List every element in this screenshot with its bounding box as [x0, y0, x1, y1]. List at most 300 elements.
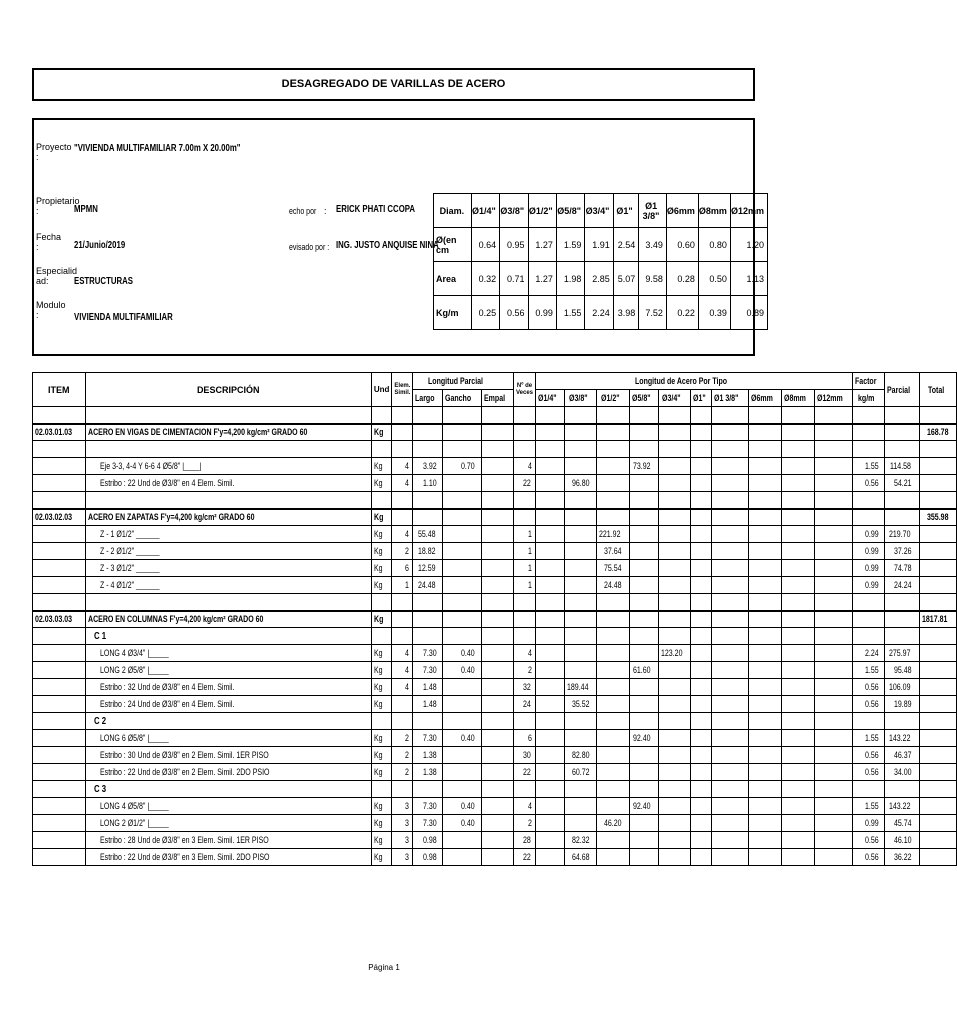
row-diam-length: [535, 849, 564, 866]
row-diam-length: [535, 475, 564, 492]
row-veces: 32: [513, 679, 535, 696]
table-cell: [443, 781, 482, 798]
table-cell: [852, 628, 885, 645]
table-cell: [513, 407, 535, 424]
row-diam-length: [748, 577, 781, 594]
row-parcial: 46.37: [885, 747, 920, 764]
row-diam-length: [781, 832, 814, 849]
table-cell: [658, 628, 691, 645]
row-description: LONG 4 Ø5/8" |_____: [85, 798, 371, 815]
table-cell: [712, 441, 748, 458]
header-factor: Factor: [852, 373, 885, 390]
table-cell: [481, 781, 513, 798]
row-elem: 2: [392, 764, 413, 781]
row-largo: 55.48: [413, 526, 443, 543]
header-und: Und: [371, 373, 392, 407]
table-cell: [885, 441, 920, 458]
row-elem: 6: [392, 560, 413, 577]
table-cell: [629, 713, 658, 730]
row-unit: Kg: [371, 798, 392, 815]
table-cell: [919, 747, 957, 764]
table-cell: [748, 781, 781, 798]
row-diam-length: [658, 475, 691, 492]
revisado-value: ING. JUSTO ANQUISE NINA: [336, 240, 439, 251]
header-kgm: kg/m: [852, 390, 885, 407]
row-diam-length: 92.40: [629, 730, 658, 747]
table-cell: [885, 407, 920, 424]
section-description: ACERO EN ZAPATAS F'y=4,200 kg/cm² GRADO 60: [85, 509, 371, 526]
row-gancho: 0.40: [443, 662, 482, 679]
row-diam-length: 92.40: [629, 798, 658, 815]
row-diam-length: [597, 832, 630, 849]
header-empalme: Empal: [481, 390, 513, 407]
row-parcial: 143.22: [885, 798, 920, 815]
row-unit: Kg: [371, 526, 392, 543]
table-cell: [919, 645, 957, 662]
row-parcial: 74.78: [885, 560, 920, 577]
row-diam-length: [691, 526, 712, 543]
row-diam-length: 221.92: [597, 526, 630, 543]
table-cell: [33, 628, 86, 645]
row-description: LONG 4 Ø3/4" |_____: [85, 645, 371, 662]
table-row: [33, 628, 957, 645]
header-total: Total: [919, 373, 957, 407]
row-diam-length: [712, 747, 748, 764]
row-diam-length: [535, 764, 564, 781]
row-diam-length: [781, 730, 814, 747]
row-diam-length: [629, 679, 658, 696]
row-diam-length: [691, 560, 712, 577]
diam-value-cell: 3.98: [613, 296, 638, 330]
diam-value-cell: 9.58: [639, 262, 667, 296]
table-cell: [481, 407, 513, 424]
diam-row-label: Ø(en cm: [434, 228, 472, 262]
row-factor: 1.55: [852, 730, 885, 747]
diam-value-cell: 0.80: [698, 228, 730, 262]
table-cell: [781, 781, 814, 798]
row-unit: Kg: [371, 815, 392, 832]
row-largo: 7.30: [413, 815, 443, 832]
table-cell: [712, 509, 748, 526]
table-cell: [535, 509, 564, 526]
row-unit: Kg: [371, 543, 392, 560]
row-diam-length: 35.52: [564, 696, 597, 713]
table-cell: [814, 407, 852, 424]
diam-value-cell: 0.28: [666, 262, 698, 296]
row-empalme: [481, 526, 513, 543]
row-diam-length: [748, 679, 781, 696]
table-cell: [33, 798, 86, 815]
row-diam-length: [658, 696, 691, 713]
table-cell: [33, 526, 86, 543]
row-diam-length: [712, 458, 748, 475]
table-cell: [781, 424, 814, 441]
row-diam-length: [629, 526, 658, 543]
table-cell: [852, 713, 885, 730]
table-cell: [852, 781, 885, 798]
table-cell: [814, 594, 852, 611]
table-cell: [748, 424, 781, 441]
row-diam-length: [658, 543, 691, 560]
row-diam-length: 37.64: [597, 543, 630, 560]
table-cell: [371, 781, 392, 798]
table-cell: [885, 628, 920, 645]
row-factor: 0.56: [852, 849, 885, 866]
hecho-colon: :: [324, 206, 327, 216]
table-cell: [413, 424, 443, 441]
row-parcial: 95.48: [885, 662, 920, 679]
row-description: Estribo : 22 Und de Ø3/8" en 4 Elem. Simil.: [85, 475, 371, 492]
header-diam: Ø1/2": [597, 390, 630, 407]
table-cell: [33, 594, 86, 611]
table-cell: [852, 509, 885, 526]
row-diam-length: [691, 645, 712, 662]
section-unit: Kg: [371, 509, 392, 526]
row-diam-length: [748, 832, 781, 849]
diam-value-cell: 0.39: [698, 296, 730, 330]
row-diam-length: [712, 475, 748, 492]
row-parcial: 106.09: [885, 679, 920, 696]
table-cell: [691, 611, 712, 628]
table-cell: [885, 509, 920, 526]
table-cell: [443, 407, 482, 424]
row-elem: 3: [392, 849, 413, 866]
table-cell: [392, 628, 413, 645]
row-unit: Kg: [371, 730, 392, 747]
title-box: [32, 68, 755, 101]
row-veces: 22: [513, 764, 535, 781]
row-parcial: 114.58: [885, 458, 920, 475]
table-cell: [852, 407, 885, 424]
table-cell: [33, 849, 86, 866]
table-cell: [513, 594, 535, 611]
table-cell: [564, 594, 597, 611]
row-description: Estribo : 22 Und de Ø3/8" en 2 Elem. Simil. 2DO PSIO: [85, 764, 371, 781]
table-cell: [748, 492, 781, 509]
table-cell: [691, 781, 712, 798]
row-diam-length: [535, 815, 564, 832]
table-row: [33, 526, 957, 543]
table-cell: [33, 407, 86, 424]
row-diam-length: [629, 560, 658, 577]
table-cell: [597, 781, 630, 798]
table-cell: [919, 407, 957, 424]
row-diam-length: [658, 747, 691, 764]
table-cell: [392, 424, 413, 441]
section-item: 02.03.02.03: [33, 509, 86, 526]
row-elem: 4: [392, 662, 413, 679]
table-cell: [748, 628, 781, 645]
row-empalme: [481, 679, 513, 696]
table-cell: [443, 594, 482, 611]
table-cell: [513, 424, 535, 441]
diam-value-cell: 0.95: [500, 228, 528, 262]
row-diam-length: [564, 577, 597, 594]
table-row: [33, 662, 957, 679]
row-factor: 0.99: [852, 577, 885, 594]
row-elem: 4: [392, 475, 413, 492]
table-cell: [443, 492, 482, 509]
section-description: ACERO EN VIGAS DE CIMENTACION F'y=4,200 kg/cm² GRADO 60: [85, 424, 371, 441]
row-unit: Kg: [371, 679, 392, 696]
row-diam-length: [781, 764, 814, 781]
table-cell: [371, 407, 392, 424]
table-cell: [33, 832, 86, 849]
row-largo: 12.59: [413, 560, 443, 577]
table-cell: [658, 424, 691, 441]
table-cell: [781, 441, 814, 458]
table-cell: [629, 611, 658, 628]
row-empalme: [481, 475, 513, 492]
table-cell: [781, 628, 814, 645]
table-row: [33, 679, 957, 696]
row-diam-length: [748, 730, 781, 747]
row-largo: 24.48: [413, 577, 443, 594]
page-footer: Página 1: [368, 963, 400, 972]
row-diam-length: [658, 730, 691, 747]
row-gancho: [443, 696, 482, 713]
table-cell: [513, 611, 535, 628]
row-diam-length: [748, 815, 781, 832]
diam-header-cell: Ø3/4": [585, 194, 613, 228]
row-unit: Kg: [371, 662, 392, 679]
table-cell: [781, 713, 814, 730]
row-veces: 6: [513, 730, 535, 747]
table-cell: [535, 713, 564, 730]
row-parcial: 36.22: [885, 849, 920, 866]
table-cell: [481, 492, 513, 509]
header-largo: Largo: [413, 390, 443, 407]
row-gancho: 0.40: [443, 815, 482, 832]
header-nveces: Nº de Veces: [513, 373, 535, 407]
table-cell: [33, 543, 86, 560]
table-cell: [919, 832, 957, 849]
row-gancho: [443, 543, 482, 560]
table-cell: [814, 628, 852, 645]
table-cell: [814, 492, 852, 509]
diam-header-cell: Ø6mm: [666, 194, 698, 228]
row-parcial: 54.21: [885, 475, 920, 492]
row-description: Estribo : 32 Und de Ø3/8" en 4 Elem. Simil.: [85, 679, 371, 696]
table-row: [33, 730, 957, 747]
diam-value-cell: 0.25: [471, 296, 499, 330]
table-cell: [33, 679, 86, 696]
row-diam-length: [748, 543, 781, 560]
table-cell: [629, 509, 658, 526]
table-cell: [919, 730, 957, 747]
section-description: ACERO EN COLUMNAS F'y=4,200 kg/cm² GRADO 60: [85, 611, 371, 628]
row-diam-length: [629, 764, 658, 781]
diam-value-cell: 1.59: [556, 228, 584, 262]
table-cell: [535, 441, 564, 458]
row-diam-length: [781, 458, 814, 475]
diam-value-cell: 1.55: [556, 296, 584, 330]
especialidad-value: ESTRUCTURAS: [74, 276, 133, 287]
row-empalme: [481, 662, 513, 679]
proyecto-value: "VIVIENDA MULTIFAMILIAR 7.00m X 20.00m": [74, 143, 241, 154]
diam-header-cell: Diam.: [434, 194, 472, 228]
subsection-label: C 1: [85, 628, 371, 645]
table-cell: [33, 458, 86, 475]
table-cell: [712, 407, 748, 424]
row-gancho: 0.40: [443, 798, 482, 815]
table-cell: [535, 407, 564, 424]
row-largo: 1.38: [413, 747, 443, 764]
row-diam-length: 64.68: [564, 849, 597, 866]
header-gancho: Gancho: [443, 390, 482, 407]
row-empalme: [481, 798, 513, 815]
table-cell: [33, 696, 86, 713]
row-diam-length: [691, 798, 712, 815]
table-cell: [513, 781, 535, 798]
diam-value-cell: 2.54: [613, 228, 638, 262]
table-cell: [629, 441, 658, 458]
diam-value-cell: 0.32: [471, 262, 499, 296]
row-description: Z - 4 Ø1/2" ______: [85, 577, 371, 594]
diam-header-cell: Ø12mm: [730, 194, 767, 228]
table-cell: [919, 441, 957, 458]
table-cell: [885, 424, 920, 441]
row-factor: 1.55: [852, 798, 885, 815]
row-diam-length: [535, 747, 564, 764]
table-cell: [712, 611, 748, 628]
table-cell: [392, 594, 413, 611]
diam-header-cell: Ø1/4": [471, 194, 499, 228]
table-cell: [919, 560, 957, 577]
table-cell: [33, 730, 86, 747]
row-diam-length: [814, 577, 852, 594]
table-cell: [919, 662, 957, 679]
row-veces: 1: [513, 543, 535, 560]
row-diam-length: 60.72: [564, 764, 597, 781]
table-cell: [392, 713, 413, 730]
proyecto-label: Proyecto :: [36, 142, 72, 162]
table-cell: [814, 424, 852, 441]
row-diam-length: [814, 645, 852, 662]
table-cell: [919, 713, 957, 730]
row-diam-length: [658, 849, 691, 866]
table-cell: [33, 645, 86, 662]
row-diam-length: [781, 679, 814, 696]
row-diam-length: [814, 662, 852, 679]
row-diam-length: [535, 543, 564, 560]
row-elem: 1: [392, 577, 413, 594]
row-diam-length: [535, 679, 564, 696]
header-diam: Ø8mm: [781, 390, 814, 407]
table-cell: [885, 611, 920, 628]
propietario-value: MPMN: [74, 204, 98, 215]
row-elem: [392, 696, 413, 713]
row-parcial: 46.10: [885, 832, 920, 849]
row-veces: 28: [513, 832, 535, 849]
row-empalme: [481, 560, 513, 577]
row-diam-length: [712, 832, 748, 849]
header-diam: Ø1/4": [535, 390, 564, 407]
row-diam-length: [781, 849, 814, 866]
row-diam-length: [597, 849, 630, 866]
row-factor: 0.56: [852, 696, 885, 713]
row-diam-length: [564, 815, 597, 832]
table-cell: [33, 713, 86, 730]
table-cell: [597, 611, 630, 628]
row-largo: 7.30: [413, 662, 443, 679]
table-cell: [481, 441, 513, 458]
table-cell: [919, 458, 957, 475]
especialidad-label: Especialid ad:: [36, 266, 78, 286]
table-cell: [781, 492, 814, 509]
row-diam-length: [814, 815, 852, 832]
table-cell: [564, 713, 597, 730]
table-cell: [413, 611, 443, 628]
row-diam-length: [564, 526, 597, 543]
table-cell: [658, 594, 691, 611]
table-row: [33, 594, 957, 611]
row-diam-length: [748, 645, 781, 662]
table-cell: [85, 441, 371, 458]
table-cell: [535, 611, 564, 628]
row-diam-length: [781, 577, 814, 594]
row-diam-length: [712, 662, 748, 679]
table-cell: [481, 509, 513, 526]
revisado-label: evisado por :: [289, 242, 330, 252]
row-elem: 4: [392, 526, 413, 543]
row-elem: 3: [392, 798, 413, 815]
row-diam-length: 82.32: [564, 832, 597, 849]
row-diam-length: [712, 560, 748, 577]
table-cell: [781, 407, 814, 424]
row-gancho: [443, 526, 482, 543]
row-diam-length: [712, 679, 748, 696]
table-cell: [413, 441, 443, 458]
row-description: Estribo : 28 Und de Ø3/8" en 3 Elem. Simil. 1ER PISO: [85, 832, 371, 849]
row-gancho: [443, 747, 482, 764]
row-diam-length: [691, 458, 712, 475]
row-diam-length: [814, 764, 852, 781]
diam-value-cell: 7.52: [639, 296, 667, 330]
table-cell: [919, 781, 957, 798]
table-cell: [919, 628, 957, 645]
row-diam-length: [535, 645, 564, 662]
row-factor: 1.55: [852, 458, 885, 475]
row-diam-length: [535, 526, 564, 543]
row-diam-length: [781, 747, 814, 764]
table-cell: [852, 611, 885, 628]
table-cell: [712, 492, 748, 509]
row-diam-length: [564, 458, 597, 475]
row-diam-length: [814, 458, 852, 475]
table-cell: [629, 492, 658, 509]
row-diam-length: [658, 526, 691, 543]
diam-value-cell: 0.99: [528, 296, 556, 330]
table-cell: [413, 594, 443, 611]
table-cell: [443, 713, 482, 730]
modulo-label: Modulo :: [36, 300, 66, 320]
section-total: 355.98: [919, 509, 957, 526]
row-largo: 1.48: [413, 696, 443, 713]
table-cell: [691, 441, 712, 458]
row-gancho: 0.40: [443, 645, 482, 662]
table-cell: [33, 662, 86, 679]
row-factor: 0.99: [852, 543, 885, 560]
table-cell: [481, 628, 513, 645]
row-veces: 4: [513, 798, 535, 815]
row-factor: 0.99: [852, 560, 885, 577]
header-diam: Ø3/8": [564, 390, 597, 407]
row-diam-length: [781, 475, 814, 492]
row-diam-length: [629, 747, 658, 764]
table-row: [33, 849, 957, 866]
row-diam-length: [597, 679, 630, 696]
